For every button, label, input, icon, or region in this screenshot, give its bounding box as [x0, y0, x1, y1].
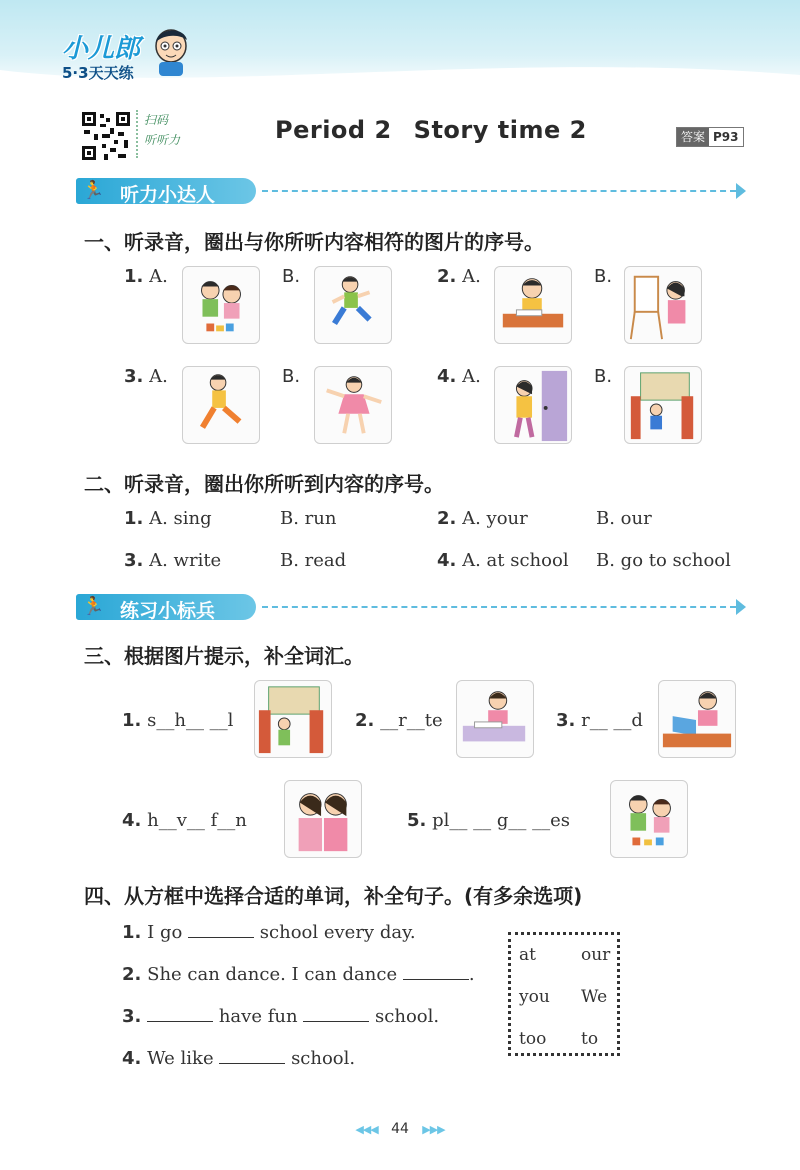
qr-code-icon[interactable]: [80, 110, 132, 162]
q2-item-4-b: B. go to school: [596, 550, 731, 571]
pic-two-girls-hugging[interactable]: [284, 780, 362, 858]
story-label: Story time 2: [413, 116, 587, 144]
q3-item-3-text: r__ __d: [581, 710, 643, 731]
word-choice[interactable]: We: [581, 987, 608, 1007]
q4-sentence-2-part-1: She can dance. I can dance: [147, 964, 398, 985]
runner-icon: 🏃: [82, 596, 105, 617]
runner-icon: 🏃: [82, 180, 105, 201]
q1-item-3-a: A.: [149, 366, 168, 387]
q2-item-2: [437, 508, 528, 529]
q1-item-1: [124, 266, 168, 287]
q4-sentence-4: [122, 1048, 355, 1069]
scan-line-2: 听听力: [144, 133, 181, 147]
q3-item-4: [122, 810, 247, 831]
scan-line-1: 扫码: [144, 113, 169, 127]
page-number: 44: [391, 1121, 409, 1137]
q4-sentence-2-num: 2.: [122, 964, 142, 985]
q3-item-3: [556, 710, 643, 731]
q2-heading: 二、听录音，圈出你所听到内容的序号。: [84, 472, 444, 496]
q2-item-2-a: A. your: [462, 508, 528, 529]
q4-sentence-3-part-2: have fun: [218, 1006, 298, 1027]
mascot-boy-icon: [150, 24, 192, 78]
q4-sentence-4-part-2: school.: [291, 1048, 356, 1069]
q4-sentence-1-part-1: I go: [147, 922, 183, 943]
q1-item-2-num: 2.: [437, 266, 457, 287]
q2-item-4-num: 4.: [437, 550, 457, 571]
banner-arrow-icon: [736, 599, 746, 615]
q4-heading: 四、从方框中选择合适的单词，补全句子。(有多余选项): [84, 884, 583, 908]
q3-item-3-num: 3.: [556, 710, 576, 731]
q3-item-4-num: 4.: [122, 810, 142, 831]
answer-page-reference: [676, 127, 744, 147]
q4-blank-3a[interactable]: [147, 1021, 213, 1022]
word-choice[interactable]: our: [581, 945, 611, 965]
q2-item-3-a: A. write: [149, 550, 222, 571]
word-choice[interactable]: at: [519, 945, 536, 965]
q3-item-1: [122, 710, 233, 731]
q3-item-5-text: pl__ __ g__ __es: [432, 810, 570, 831]
q2-item-3-b: B. read: [280, 550, 347, 571]
q4-sentence-1-part-2: school every day.: [259, 922, 416, 943]
q4-sentence-4-part-1: We like: [147, 1048, 214, 1069]
q1-item-3-num: 3.: [124, 366, 144, 387]
q1-item-1-a: A.: [149, 266, 168, 287]
pic-kids-playing-games[interactable]: [610, 780, 688, 858]
q3-item-2: [355, 710, 443, 731]
q3-item-1-text: s__h__ __l: [147, 710, 234, 731]
q1-item-2: [437, 266, 481, 287]
q3-item-5-num: 5.: [407, 810, 427, 831]
q1-item-4-b: B.: [594, 366, 613, 387]
q4-blank-1[interactable]: [188, 937, 254, 938]
pic-school-gate[interactable]: [624, 366, 702, 444]
banner-label: 练习小标兵: [120, 600, 216, 622]
q4-sentence-3-part-3: school.: [375, 1006, 440, 1027]
q4-blank-2[interactable]: [403, 979, 469, 980]
q1-item-2-b: B.: [594, 266, 613, 287]
q2-item-1-num: 1.: [124, 508, 144, 529]
q3-item-5: [407, 810, 570, 831]
brand-logo: 小儿郎: [62, 34, 141, 64]
pic-school[interactable]: [254, 680, 332, 758]
scan-to-listen-note: [136, 110, 182, 158]
page-footer: [0, 1121, 800, 1137]
word-choice[interactable]: to: [581, 1029, 599, 1049]
q4-sentence-2-part-2: .: [468, 964, 475, 985]
q2-item-2-b: B. our: [596, 508, 652, 529]
banner-dash-line: [262, 190, 736, 192]
word-choice-box: [508, 932, 620, 1056]
q1-item-4-num: 4.: [437, 366, 457, 387]
word-choice[interactable]: too: [519, 1029, 547, 1049]
pic-girl-writing[interactable]: [456, 680, 534, 758]
pic-girl-reading[interactable]: [658, 680, 736, 758]
q1-item-1-b: B.: [282, 266, 301, 287]
q3-item-2-text: __r__te: [380, 710, 443, 731]
answer-label: 答案: [677, 128, 709, 146]
q2-item-3-num: 3.: [124, 550, 144, 571]
q1-heading: 一、听录音，圈出与你所听内容相符的图片的序号。: [84, 230, 544, 254]
pic-kids-playing-blocks[interactable]: [182, 266, 260, 344]
pic-boy-running-orange[interactable]: [182, 366, 260, 444]
banner-dash-line: [262, 606, 736, 608]
q3-item-1-num: 1.: [122, 710, 142, 731]
section-banner-listening: [76, 178, 746, 206]
q1-item-4-a: A.: [462, 366, 481, 387]
period-label: Period 2: [275, 116, 392, 144]
pic-girl-at-door[interactable]: [494, 366, 572, 444]
pic-boy-running[interactable]: [314, 266, 392, 344]
pic-boy-writing[interactable]: [494, 266, 572, 344]
q4-blank-3b[interactable]: [303, 1021, 369, 1022]
q2-item-3: [124, 550, 221, 571]
q3-item-4-text: h__v__ f__n: [147, 810, 247, 831]
q4-sentence-3: [122, 1006, 439, 1027]
q1-item-3: [124, 366, 168, 387]
q3-heading: 三、根据图片提示，补全词汇。: [84, 644, 364, 668]
q4-sentence-2: [122, 964, 475, 985]
q4-blank-4[interactable]: [219, 1063, 285, 1064]
q2-item-1: [124, 508, 212, 529]
q1-item-4: [437, 366, 481, 387]
q1-item-3-b: B.: [282, 366, 301, 387]
q2-item-2-num: 2.: [437, 508, 457, 529]
answer-page: P93: [709, 128, 743, 146]
pic-girl-painting[interactable]: [624, 266, 702, 344]
q4-sentence-1-num: 1.: [122, 922, 142, 943]
banner-arrow-icon: [736, 183, 746, 199]
q3-item-2-num: 2.: [355, 710, 375, 731]
series-name: 5·3天天练: [62, 64, 134, 82]
q2-item-4-a: A. at school: [462, 550, 569, 571]
q2-item-1-b: B. run: [280, 508, 337, 529]
left-arrows-icon: ◀◀◀: [355, 1123, 378, 1136]
right-arrows-icon: ▶▶▶: [422, 1123, 445, 1136]
section-banner-practice: [76, 594, 746, 622]
word-choice[interactable]: you: [519, 987, 550, 1007]
q2-item-1-a: A. sing: [149, 508, 212, 529]
q4-sentence-3-num: 3.: [122, 1006, 142, 1027]
q4-sentence-1: [122, 922, 416, 943]
q4-sentence-4-num: 4.: [122, 1048, 142, 1069]
q1-item-1-num: 1.: [124, 266, 144, 287]
pic-girl-dancing[interactable]: [314, 366, 392, 444]
q1-item-2-a: A.: [462, 266, 481, 287]
banner-label: 听力小达人: [120, 184, 216, 206]
page-title: [275, 116, 587, 144]
q2-item-4: [437, 550, 569, 571]
